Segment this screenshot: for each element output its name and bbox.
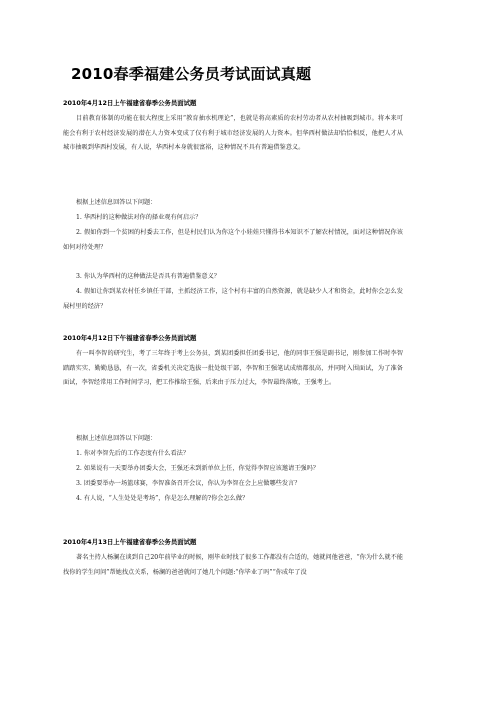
section-3-paragraph: 著名主持人杨澜在谈到自己20年前毕业的时候，刚毕业时找了很多工作都没有合适的，她就问他爸爸，“你为什么就不能找你的学生问问”帮她找点关系，杨澜的爸爸就问了她几个问题:“你毕业了吗”“你成年了没 xyxy=(63,554,403,576)
section-1-question-4: 4. 假如让你到某农村任乡镇任干部，主抓经济工作，这个村有丰富的自然资源，就是缺少人才和资金，此时你会怎么发展村里的经济？ xyxy=(63,288,403,310)
section-2-question-3: 3. 团委要举办一场篮球赛，李智准备召开会议，你认为李智在会上应做哪些发言？ xyxy=(76,480,301,487)
section-1-question-2: 2. 假如你到一个贫困的村委去工作，但是村民们认为你这个小娃娃只懂得书本知识不了解农村情况，面对这种情况你该如何对待处理？ xyxy=(63,229,403,251)
section-1-question-3: 3. 你认为华西村的这种做法是否具有普遍借鉴意义？ xyxy=(76,273,220,280)
section-2-question-4: 4. 有人说，“人生处处是考场”，你是怎么理解的?你会怎么做？ xyxy=(76,495,249,502)
section-1-paragraph: 目前教育体制的功能在很大程度上采用“教育抽水机理论”，也就是将高素质的农村劳动者从农村抽吸到城市。将本来可能会有利于农村经济发展的潜在人力资本变成了仅有利于城市经济发展的人力资本。但华西村做法却恰恰相反，他把人才从城市抽吸到华西村发展，有人说，华西村本身就很富裕，这种情况不具有普遍借鉴意义。 xyxy=(63,115,403,152)
section-2-question-1: 1. 你对李智先后的工作态度有什么看法？ xyxy=(76,450,190,457)
section-heading-2: 2010年4月12日下午福建省春季公务员面试题 xyxy=(63,334,197,342)
section-2-prompt: 根据上述信息回答以下问题： xyxy=(76,435,157,442)
section-1-question-1: 1. 华西村的这种做法对你的择业观有何启示？ xyxy=(76,214,202,221)
section-heading-3: 2010年4月13日上午福建省春季公务员面试题 xyxy=(63,538,197,546)
section-heading-1: 2010年4月12日上午福建省春季公务员面试题 xyxy=(63,99,197,107)
section-2-question-2: 2. 如果说有一天要举办团委大会，王强还未到新单位上任，你觉得李智应该邀请王强吗？ xyxy=(76,465,319,472)
document-title: 2010春季福建公务员考试面试真题 xyxy=(71,65,312,83)
section-2-paragraph: 有一叫李智的研究生，考了三年终于考上公务员，到某团委担任团委书记，他的同事王强是副书记，刚参加工作时李智踏踏实实、勤勤恳恳，有一次，省委机关决定选拔一批处级干部，李智和王强笔试成绩都很高，并同时入围面试，为了准备面试，李智经常用工作时间学习，把工作推给王强，后来由于压力过大，李智最终落败，王强考上。 xyxy=(63,350,403,387)
section-1-prompt: 根据上述信息回答以下问题： xyxy=(76,199,157,206)
